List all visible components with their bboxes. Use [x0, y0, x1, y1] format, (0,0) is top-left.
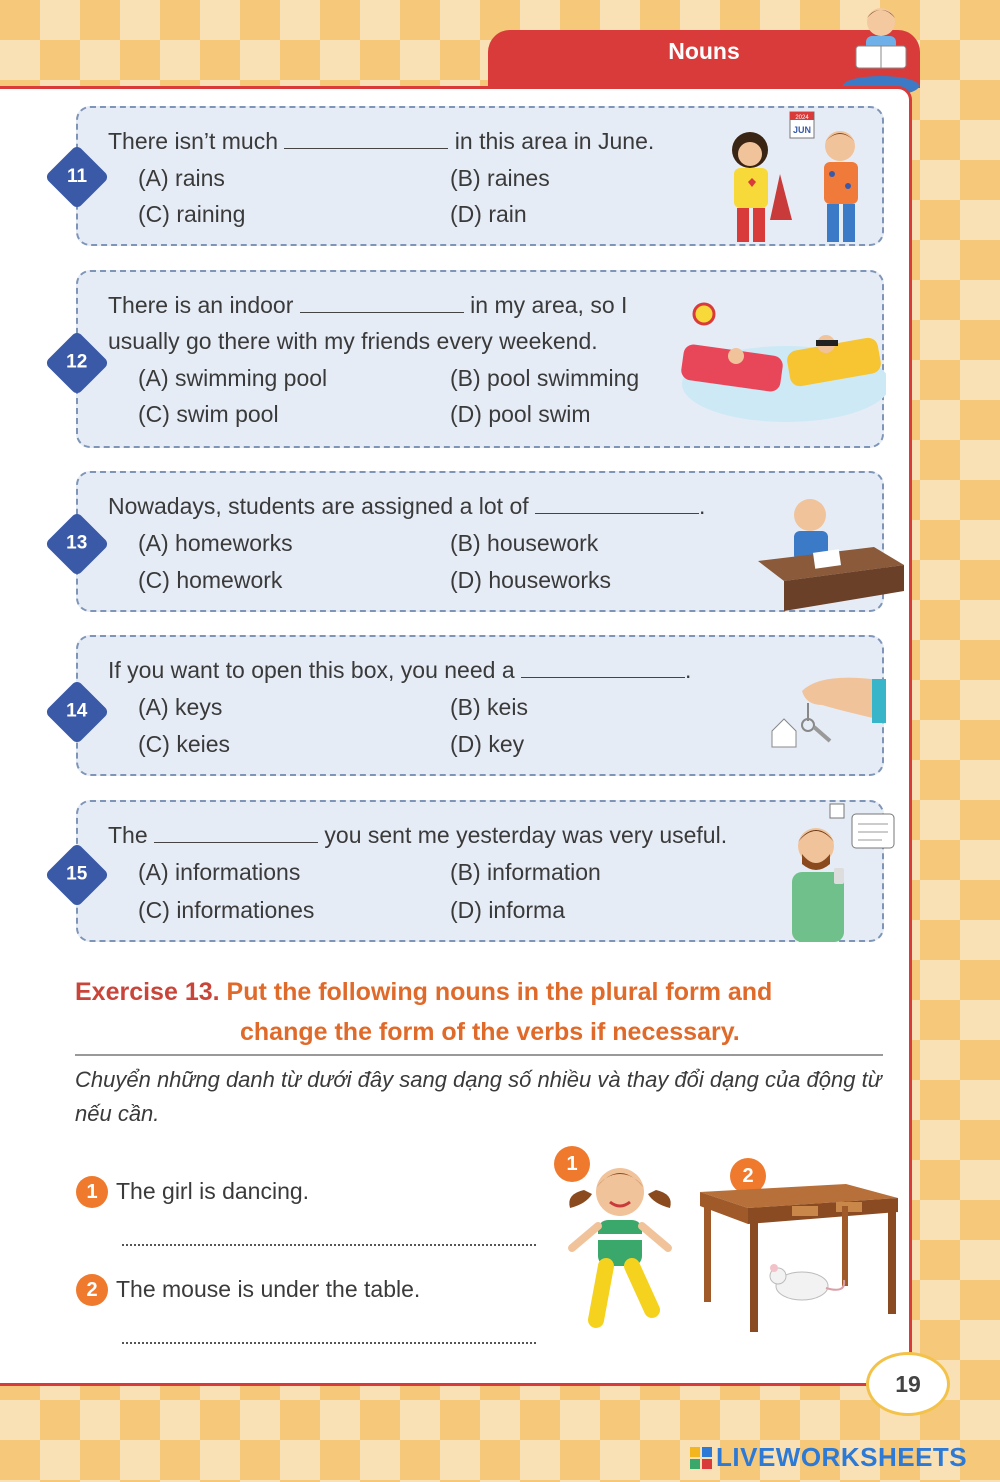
man-with-phone-illustration [786, 802, 896, 942]
option-b[interactable]: (B) pool swimming [450, 365, 640, 391]
exercise-instruction: Chuyển những danh từ dưới đây sang dạng số nhiều và thay đổi dạng của động từ nếu cần. [75, 1067, 882, 1126]
exercise-title-line-1: Put the following nouns in the plural form and [226, 978, 773, 1006]
question-number-badge: 12 [44, 330, 109, 395]
option-d[interactable]: (D) houseworks [450, 567, 612, 593]
footer-brand [690, 1442, 967, 1473]
answer-blank[interactable] [521, 677, 685, 678]
pool-floats-illustration [676, 294, 886, 424]
page-number: 19 [866, 1352, 950, 1416]
liveworksheets-logo-icon [690, 1447, 712, 1469]
question-number-badge: 14 [44, 679, 109, 744]
girl-and-boy-illustration [710, 110, 886, 246]
exercise-title-line-2: change the form of the verbs if necessary. [240, 1018, 740, 1046]
svg-text:JUN: JUN [792, 125, 812, 135]
table-and-mouse-illustration [696, 1176, 902, 1336]
question-13-box [66, 471, 884, 612]
dancing-girl-illustration [560, 1150, 680, 1336]
exercise-title [75, 978, 883, 1007]
exercise-label: Exercise 13. [75, 978, 220, 1006]
option-a[interactable]: (A) keys [138, 694, 223, 720]
answer-blank[interactable] [154, 842, 318, 843]
option-d[interactable]: (D) key [450, 731, 525, 757]
option-c[interactable]: (C) homework [138, 567, 283, 593]
question-number-badge: 13 [44, 511, 109, 576]
option-c[interactable]: (C) raining [138, 201, 246, 227]
item-sentence: The girl is dancing. [116, 1178, 310, 1204]
question-12-box [66, 270, 884, 448]
question-number-badge: 11 [44, 144, 109, 209]
option-a[interactable]: (A) informations [138, 859, 301, 885]
answer-blank[interactable] [300, 312, 464, 313]
question-stem: There isn’t much in this area in June. [108, 128, 655, 154]
option-b[interactable]: (B) housework [450, 530, 599, 556]
answer-line[interactable] [122, 1244, 536, 1246]
reading-boy-illustration [836, 0, 926, 100]
option-d[interactable]: (D) informa [450, 897, 566, 923]
question-stem: There is an indoor in my area, so I [108, 292, 628, 318]
answer-blank[interactable] [284, 148, 448, 149]
svg-text:2024: 2024 [795, 115, 809, 121]
hand-holding-keys-illustration [762, 661, 886, 761]
answer-line[interactable] [122, 1342, 536, 1344]
option-c[interactable]: (C) informationes [138, 897, 315, 923]
exercise-divider [75, 1054, 883, 1056]
option-b[interactable]: (B) information [450, 859, 601, 885]
option-c[interactable]: (C) keies [138, 731, 231, 757]
question-stem-line-2: usually go there with my friends every weekend. [108, 328, 598, 354]
option-c[interactable]: (C) swim pool [138, 401, 279, 427]
question-stem: The you sent me yesterday was very useful. [108, 822, 728, 848]
footer-brand-text: LIVEWORKSHEETS [716, 1442, 968, 1472]
answer-blank[interactable] [535, 513, 699, 514]
picture-number-badge: 2 [730, 1158, 766, 1194]
question-14-box [66, 635, 884, 776]
item-number-badge: 2 [76, 1274, 108, 1306]
question-stem: Nowadays, students are assigned a lot of . [108, 493, 706, 519]
question-11-box [66, 106, 884, 246]
picture-number-badge: 1 [554, 1146, 590, 1182]
option-d[interactable]: (D) rain [450, 201, 527, 227]
question-number-badge: 15 [44, 842, 109, 907]
option-a[interactable]: (A) swimming pool [138, 365, 328, 391]
option-b[interactable]: (B) keis [450, 694, 528, 720]
question-stem: If you want to open this box, you need a . [108, 657, 692, 683]
question-15-box [66, 800, 884, 942]
option-a[interactable]: (A) homeworks [138, 530, 293, 556]
section-title: Nouns [668, 38, 740, 64]
item-number-badge: 1 [76, 1176, 108, 1208]
item-sentence: The mouse is under the table. [116, 1276, 421, 1302]
option-a[interactable]: (A) rains [138, 165, 225, 191]
option-d[interactable]: (D) pool swim [450, 401, 591, 427]
option-b[interactable]: (B) raines [450, 165, 550, 191]
page-bottom-rule [0, 1383, 880, 1386]
boy-studying-desk-illustration [754, 481, 908, 613]
